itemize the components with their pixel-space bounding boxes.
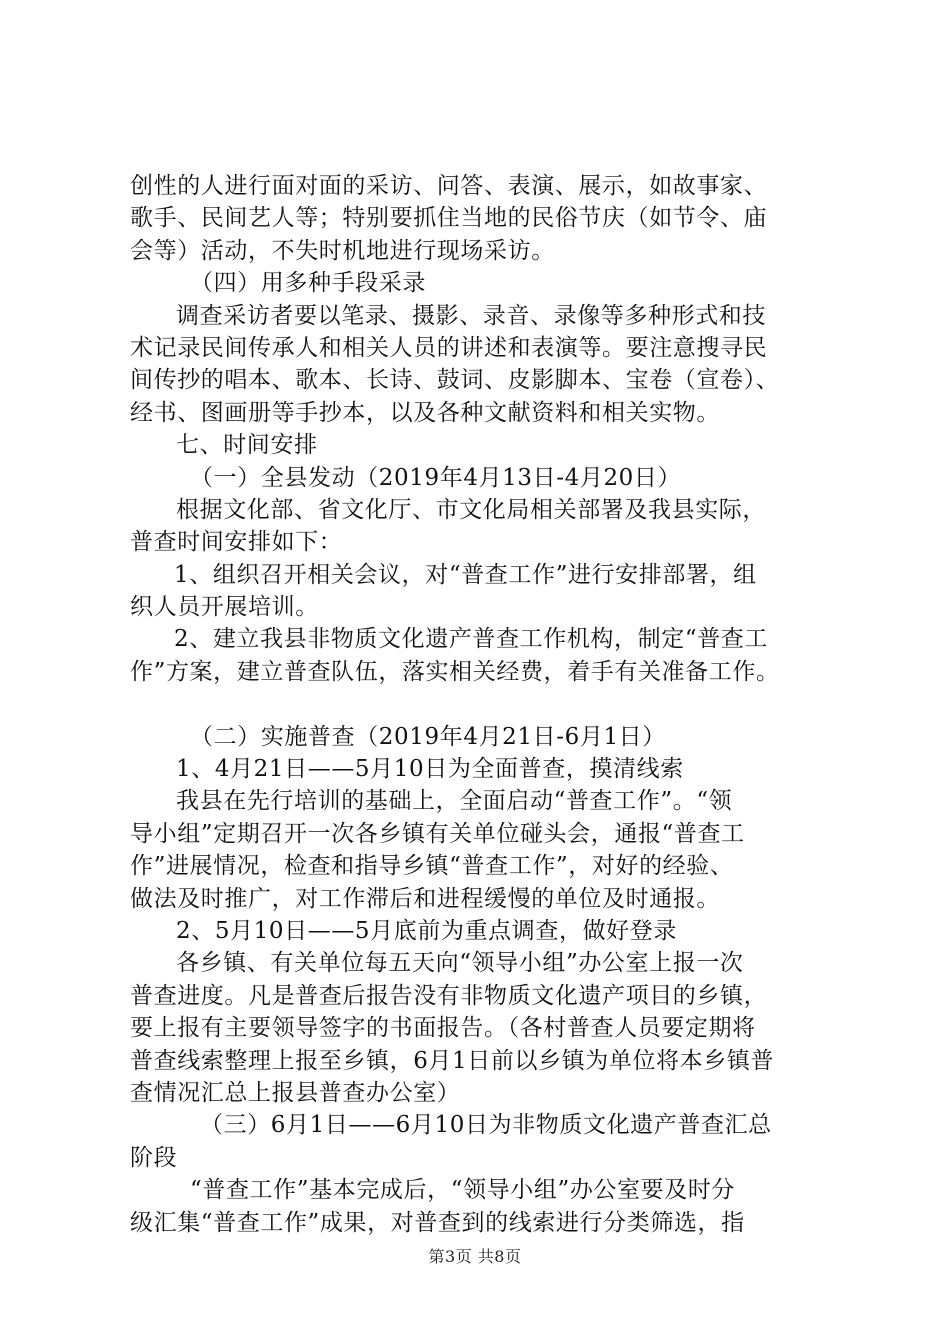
body-text xyxy=(130,170,830,1239)
text-line: 查情况汇总上报县普查办公室） xyxy=(130,1079,461,1106)
text-line: 我县在先行培训的基础上，全面启动“普查工作”。“领 xyxy=(176,788,733,815)
text-line: 织人员开展培训。 xyxy=(130,594,319,621)
section-heading: 七、时间安排 xyxy=(176,432,318,459)
text-line: 做法及时推广，对工作滞后和进程缓慢的单位及时通报。 xyxy=(130,885,720,912)
text-line: 要上报有主要领导签字的书面报告。（各村普查人员要定期将 xyxy=(130,1015,756,1042)
text-line: 普查线索整理上报至乡镇，6月1日前以乡镇为单位将本乡镇普 xyxy=(130,1047,775,1074)
text-line: 级汇集“普查工作”成果，对普查到的线索进行分类筛选，指 xyxy=(130,1209,745,1236)
text-line: 阶段 xyxy=(130,1144,178,1171)
subsection-heading: 1、4月21日——5月10日为全面普查，摸清线索 xyxy=(176,756,684,783)
text-line: 创性的人进行面对面的采访、问答、表演、展示，如故事家、 xyxy=(130,173,768,199)
section-heading: （三）6月1日——6月10日为非物质文化遗产普查汇总 xyxy=(200,1112,772,1139)
text-line: 普查进度。凡是普查后报告没有非物质文化遗产项目的乡镇， xyxy=(130,982,768,1009)
text-line: 经书、图画册等手抄本，以及各种文献资料和相关实物。 xyxy=(130,399,720,426)
text-line: 术记录民间传承人和相关人员的讲述和表演等。要注意搜寻民 xyxy=(130,334,768,361)
page-number: 第3页 共8页 xyxy=(428,1247,522,1266)
blank-line xyxy=(130,688,830,720)
text-line: 歌手、民间艺人等；特别要抓住当地的民俗节庆（如节令、庙 xyxy=(130,205,768,232)
text-line: “普查工作”基本完成后，“领导小组”办公室要及时分 xyxy=(190,1177,736,1204)
text-line: 间传抄的唱本、歌本、长诗、鼓词、皮影脚本、宝卷（宣卷）、 xyxy=(130,367,780,394)
text-line: 作”进展情况，检查和指导乡镇“普查工作”，对好的经验、 xyxy=(130,853,734,880)
text-line: 普查时间安排如下： xyxy=(130,529,343,556)
text-line: 作”方案，建立普查队伍，落实相关经费，着手有关准备工作。 xyxy=(130,658,780,685)
text-line: 2、建立我县非物质文化遗产普查工作机构，制定“普查工 xyxy=(174,626,768,653)
section-heading: （一）全县发动（2019年4月13日-4月20日） xyxy=(190,464,682,491)
text-line: 根据文化部、省文化厅、市文化局相关部署及我县实际， xyxy=(176,496,766,523)
text-line: 各乡镇、有关单位每五天向“领导小组”办公室上报一次 xyxy=(176,950,744,977)
text-line: 调查采访者要以笔录、摄影、录音、录像等多种形式和技 xyxy=(176,302,766,329)
text-line: 1、组织召开相关会议，对“普查工作”进行安排部署，组 xyxy=(174,561,757,588)
subsection-heading: 2、5月10日——5月底前为重点调查，做好登录 xyxy=(176,917,677,944)
text-line: 会等）活动，不失时机地进行现场采访。 xyxy=(130,237,555,264)
text-line: 导小组”定期召开一次各乡镇有关单位碰头会，通报“普查工 xyxy=(130,820,745,847)
section-heading: （二）实施普查（2019年4月21日-6月1日） xyxy=(190,723,666,750)
section-heading: （四）用多种手段采录 xyxy=(190,270,426,297)
